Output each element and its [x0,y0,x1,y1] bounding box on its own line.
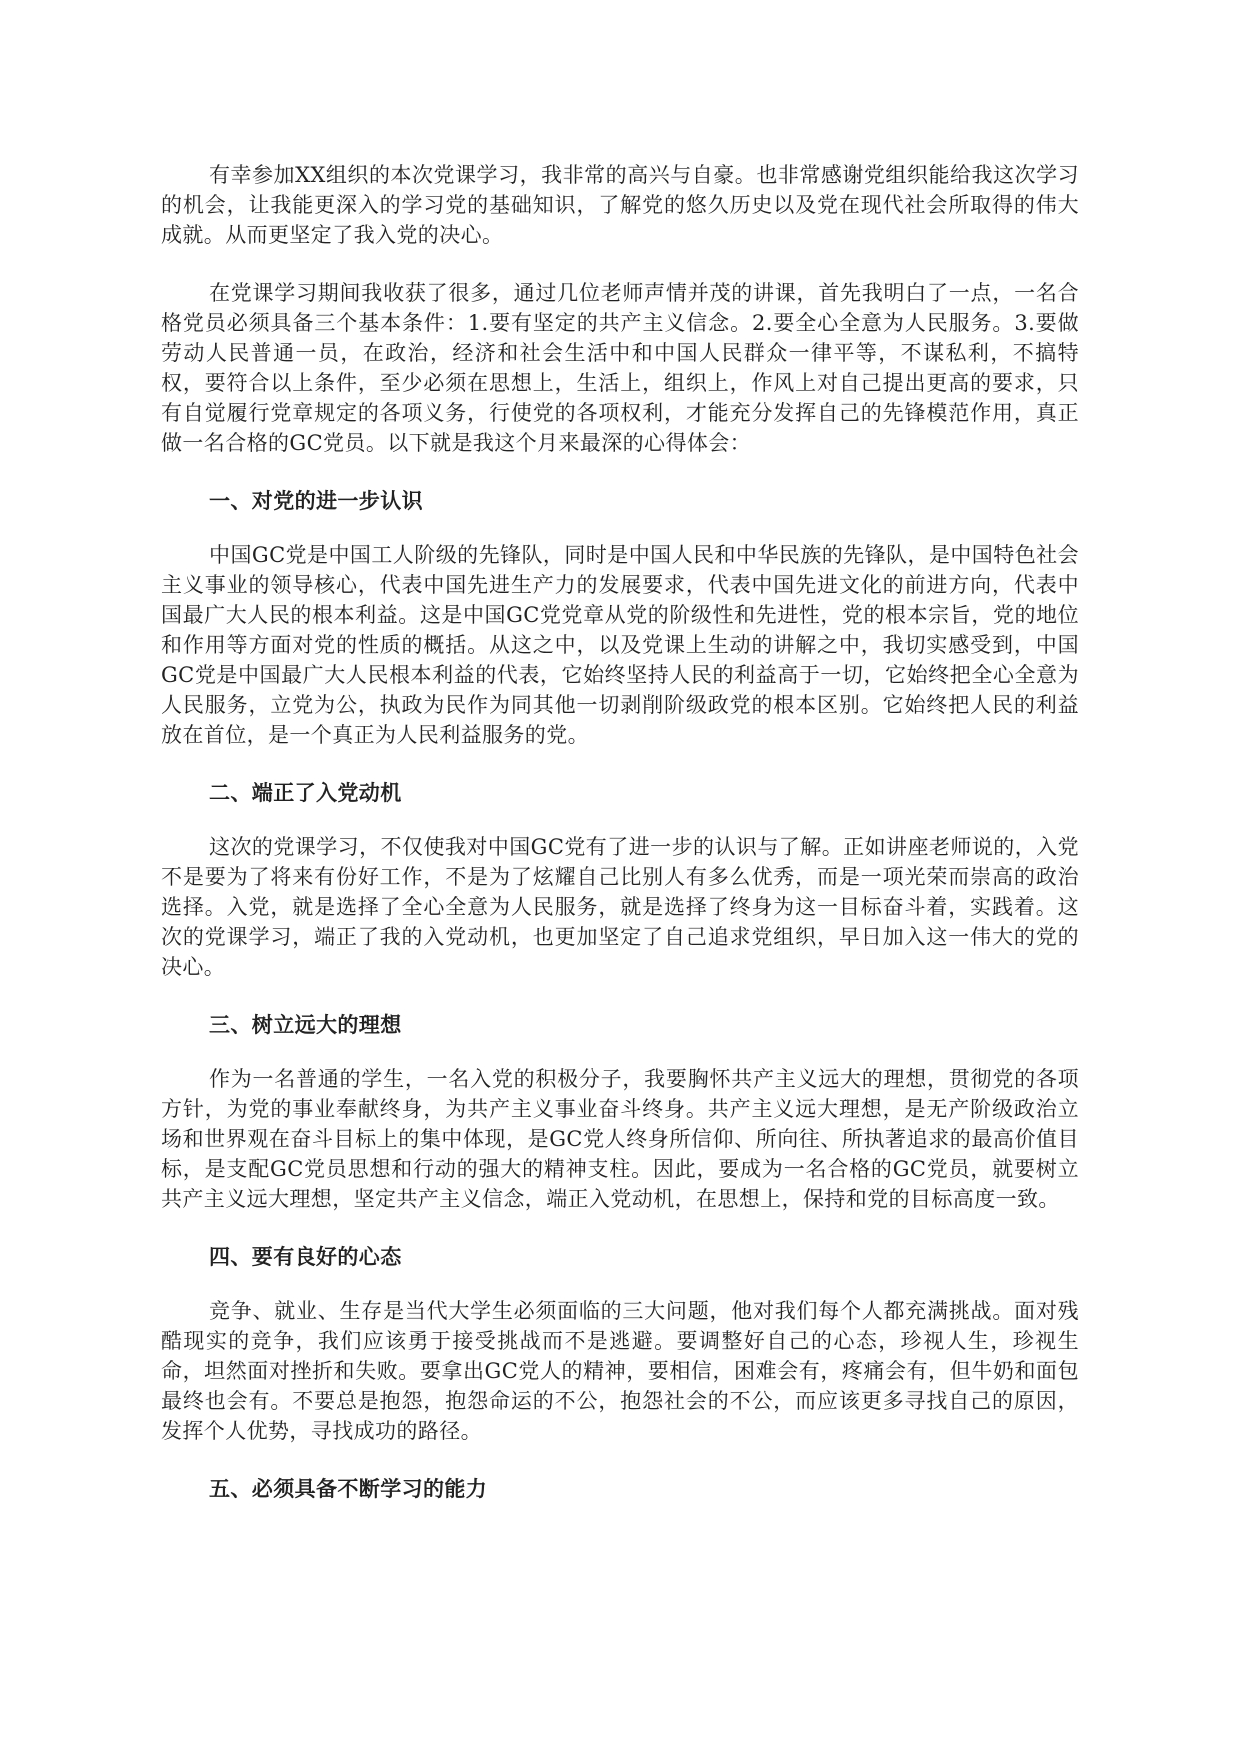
document-page [161,160,1079,1528]
section-4 [161,1242,1079,1446]
section-2 [161,778,1079,982]
section-body-4: 竞争、就业、生存是当代大学生必须面临的三大问题，他对我们每个人都充满挑战。面对残酷现实的竞争，我们应该勇于接受挑战而不是逃避。要调整好自己的心态，珍视人生，珍视生命，坦然面对挫折和失败。要拿出GC党人的精神，要相信，困难会有，疼痛会有，但牛奶和面包最终也会有。不要总是抱怨，抱怨命运的不公，抱怨社会的不公，而应该更多寻找自己的原因，发挥个人优势，寻找成功的路径。 [161,1299,1079,1443]
intro-paragraph-2: 在党课学习期间我收获了很多，通过几位老师声情并茂的讲课，首先我明白了一点，一名合格党员必须具备三个基本条件：1.要有坚定的共产主义信念。2.要全心全意为人民服务。3.要做劳动人民普通一员，在政治，经济和社会生活中和中国人民群众一律平等，不谋私利，不搞特权，要符合以上条件，至少必须在思想上，生活上，组织上，作风上对自己提出更高的要求，只有自觉履行党章规定的各项义务，行使党的各项权利，才能充分发挥自己的先锋模范作用，真正做一名合格的GC党员。以下就是我这个月来最深的心得体会： [161,281,1079,455]
section-heading-4: 四、要有良好的心态 [209,1244,402,1269]
section-3 [161,1010,1079,1214]
section-5 [161,1474,1079,1504]
section-body-2: 这次的党课学习，不仅使我对中国GC党有了进一步的认识与了解。正如讲座老师说的，入党不是要为了将来有份好工作，不是为了炫耀自己比别人有多么优秀，而是一项光荣而崇高的政治选择。入党，就是选择了全心全意为人民服务，就是选择了终身为这一目标奋斗着，实践着。这次的党课学习，端正了我的入党动机，也更加坚定了自己追求党组织，早日加入这一伟大的党的决心。 [161,835,1079,979]
section-heading-3: 三、树立远大的理想 [209,1012,402,1037]
section-1 [161,486,1079,750]
section-body-1: 中国GC党是中国工人阶级的先锋队，同时是中国人民和中华民族的先锋队，是中国特色社会主义事业的领导核心，代表中国先进生产力的发展要求，代表中国先进文化的前进方向，代表中国最广大人民的根本利益。这是中国GC党党章从党的阶级性和先进性，党的根本宗旨，党的地位和作用等方面对党的性质的概括。从这之中，以及党课上生动的讲解之中，我切实感受到，中国GC党是中国最广大人民根本利益的代表，它始终坚持人民的利益高于一切，它始终把全心全意为人民服务，立党为公，执政为民作为同其他一切剥削阶级政党的根本区别。它始终把人民的利益放在首位，是一个真正为人民利益服务的党。 [161,543,1079,747]
intro-paragraph-1: 有幸参加XX组织的本次党课学习，我非常的高兴与自豪。也非常感谢党组织能给我这次学习的机会，让我能更深入的学习党的基础知识，了解党的悠久历史以及党在现代社会所取得的伟大成就。从而更坚定了我入党的决心。 [161,163,1079,247]
section-body-3: 作为一名普通的学生，一名入党的积极分子，我要胸怀共产主义远大的理想，贯彻党的各项方针，为党的事业奉献终身，为共产主义事业奋斗终身。共产主义远大理想，是无产阶级政治立场和世界观在奋斗目标上的集中体现，是GC党人终身所信仰、所向往、所执著追求的最高价值目标，是支配GC党员思想和行动的强大的精神支柱。因此，要成为一名合格的GC党员，就要树立共产主义远大理想，坚定共产主义信念，端正入党动机，在思想上，保持和党的目标高度一致。 [161,1067,1079,1211]
section-heading-1: 一、对党的进一步认识 [209,488,423,513]
section-heading-5: 五、必须具备不断学习的能力 [209,1476,488,1501]
section-heading-2: 二、端正了入党动机 [209,780,402,805]
